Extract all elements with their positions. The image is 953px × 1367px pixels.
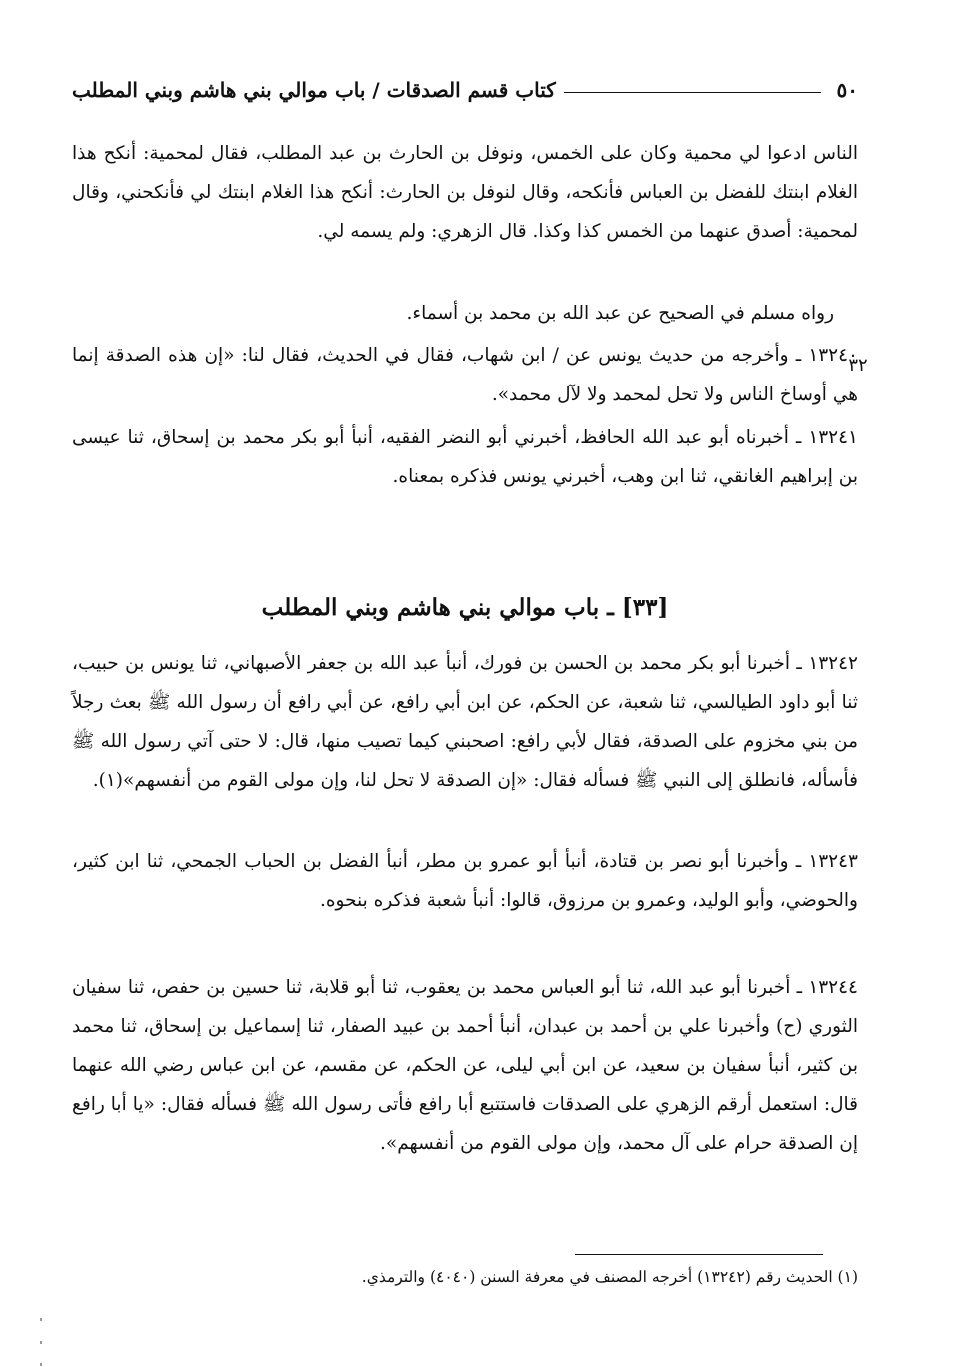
hadith-13240: ١٣٢٤٠ ـ وأخرجه من حديث يونس عن / ابن شهاب، فقال في الحديث، فقال لنا: «إن هذه الصدقة إنما هي أوساخ الناس ولا تحل لمحمد ولا لآل محمد».	[72, 345, 858, 405]
hadith-13243: ١٣٢٤٣ ـ وأخبرنا أبو نصر بن قتادة، أنبأ أبو عمرو بن مطر، أنبأ الفضل بن الحباب الجمحي، ثنا ابن كثير، والحوضي، وأبو الوليد، وعمرو بن مرزوق، قالوا: أنبأ شعبة فذكره بنحوه.	[72, 851, 858, 911]
header-title: كتاب قسم الصدقات / باب موالي بني هاشم وبني المطلب	[72, 78, 556, 102]
hadith-13244: ١٣٢٤٤ ـ أخبرنا أبو عبد الله، ثنا أبو العباس محمد بن يعقوب، ثنا أبو قلابة، ثنا حسين بن حفص، ثنا سفيان الثوري (ح) وأخبرنا علي بن أحمد بن عبدان، أنبأ أحمد بن عبيد الصفار، ثنا إسماعيل بن إسحاق، ثنا محمد بن كثير، أنبأ سفيان بن سعيد، عن ابن أبي ليلى، عن الحكم، عن مقسم، عن ابن عباس رضي الله عنهما قال: استعمل أرقم الزهري على الصدقات فاستتبع أبا رافع فأتى رسول الله ﷺ فسأله فقال: «يا أبا رافع إن الصدقة حرام على آل محمد، وإن مولى القوم من أنفسهم».	[72, 977, 858, 1154]
paragraph-muslim-note: رواه مسلم في الصحيح عن عبد الله بن محمد بن أسماء.	[406, 303, 834, 324]
header-rule	[564, 92, 821, 93]
text-block-bottom	[72, 644, 858, 1204]
running-header	[72, 74, 858, 106]
section-heading: [٣٣] ـ باب موالي بني هاشم وبني المطلب	[261, 594, 669, 621]
text-block-top	[72, 134, 858, 538]
margin-volume-page-number: ٣٢	[848, 355, 868, 376]
hadith-13242: ١٣٢٤٢ ـ أخبرنا أبو بكر محمد بن الحسن بن فورك، أنبأ عبد الله بن جعفر الأصبهاني، ثنا يونس بن حبيب، ثنا أبو داود الطيالسي، ثنا شعبة، عن الحكم، عن ابن أبي رافع، عن أبي رافع أن رسول الله ﷺ بعث رجلاً من بني مخزوم على الصدقة، فقال لأبي رافع: اصحبني كيما تصيب منها، قال: لا حتى آتي رسول الله ﷺ فأسأله، فانطلق إلى النبي ﷺ فسأله فقال: «إن الصدقة لا تحل لنا، وإن مولى القوم من أنفسهم»(١).	[72, 653, 858, 791]
hadith-13241: ١٣٢٤١ ـ أخبرناه أبو عبد الله الحافظ، أخبرني أبو النضر الفقيه، أنبأ أبو بكر محمد بن إسحاق، ثنا عيسى بن إبراهيم الغانقي، ثنا ابن وهب، أخبرني يونس فذكره بمعناه.	[72, 427, 858, 487]
footnote: (١) الحديث رقم (١٣٢٤٢) أخرجه المصنف في معرفة السنن (٤٠٤٠) والترمذي.	[361, 1268, 858, 1286]
scan-edge-marks	[36, 1318, 46, 1366]
paragraph-zuhri: الناس ادعوا لي محمية وكان على الخمس، ونوفل بن الحارث بن عبد المطلب، فقال لمحمية: أنكح هذا الغلام ابنتك للفضل بن العباس فأنكحه، وقال لنوفل بن الحارث: أنكح هذا الغلام ابنتك لي فأنكحني، وقال لمحمية: أصدق عنهما من الخمس كذا وكذا. قال الزهري: ولم يسمه لي.	[72, 143, 858, 242]
footnote-separator	[575, 1254, 823, 1255]
page-number: ٥٠	[836, 78, 858, 102]
